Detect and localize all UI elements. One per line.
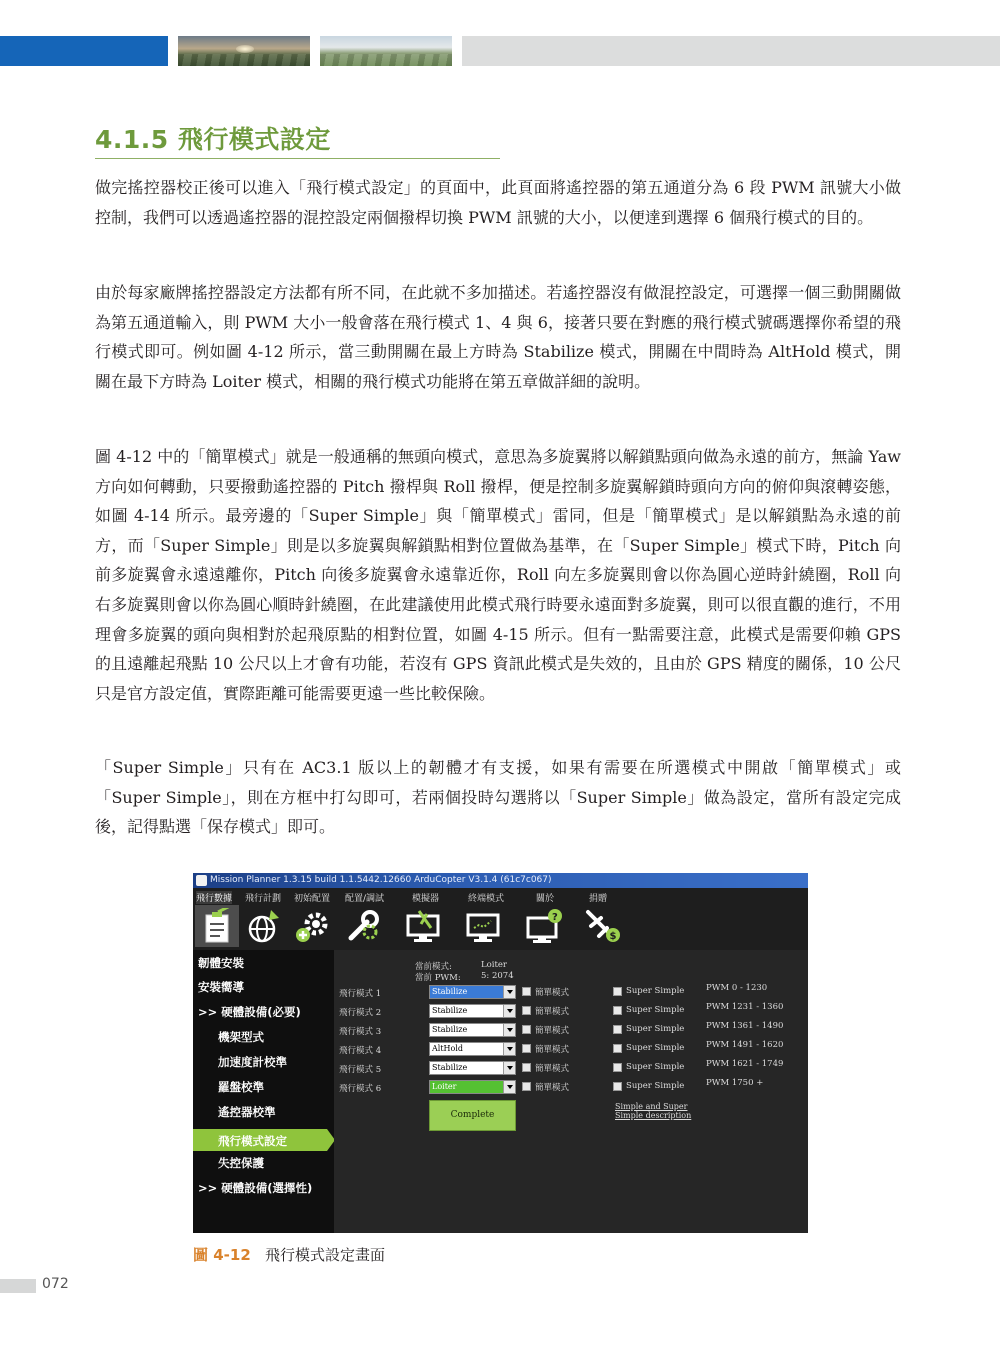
simple-mode-1-checkbox[interactable] [522, 987, 531, 996]
super-simple-6-label: Super Simple [626, 1081, 685, 1091]
menu-flight-plan[interactable]: 飛行計劃 [245, 894, 282, 904]
chevron-down-icon[interactable] [503, 1062, 515, 1074]
flight-mode-2-select[interactable] [429, 1004, 516, 1018]
pwm-range-5: PWM 1621 - 1749 [706, 1059, 784, 1069]
super-simple-4-label: Super Simple [626, 1043, 685, 1053]
monitor-help-icon[interactable] [526, 908, 564, 944]
simple-mode-6-label: 簡單模式 [535, 1083, 570, 1093]
simple-mode-2-checkbox[interactable] [522, 1006, 531, 1015]
super-simple-5-label: Super Simple [626, 1062, 685, 1072]
flight-mode-6-label: 飛行模式 6 [339, 1084, 382, 1094]
super-simple-1-checkbox[interactable] [613, 987, 622, 996]
menu-simulation[interactable]: 模擬器 [412, 894, 440, 904]
chevron-down-icon[interactable] [503, 1043, 515, 1055]
menu-terminal[interactable]: 終端模式 [468, 894, 505, 904]
super-simple-1-label: Super Simple [626, 986, 685, 996]
section-title: 4.1.5 飛行模式設定 [95, 125, 331, 154]
header-blue-block [0, 36, 168, 66]
simple-mode-6-checkbox[interactable] [522, 1082, 531, 1091]
menu-flight-data[interactable]: 飛行數據 [196, 891, 232, 904]
header-photo-sunset-fields [178, 36, 310, 66]
flight-mode-3-value: Stabilize [432, 1025, 468, 1034]
sidebar-item-optional-hardware[interactable]: >> 硬體設備(選擇性) [198, 1181, 313, 1195]
flight-mode-4-label: 飛行模式 4 [339, 1046, 382, 1056]
simple-mode-3-checkbox[interactable] [522, 1025, 531, 1034]
pwm-range-2: PWM 1231 - 1360 [706, 1002, 784, 1012]
wrench-icon[interactable] [345, 908, 383, 944]
header-photo-green-fields [320, 36, 452, 66]
simple-mode-2-label: 簡單模式 [535, 1007, 570, 1017]
sidebar-item-radio-calibration[interactable]: 遙控器校準 [218, 1105, 276, 1119]
paragraph-4: 「Super Simple」只有在 AC3.1 版以上的韌體才有支援，如果有需要在所選模式中開啟「簡單模式」或「Super Simple」，則在方框中打勾即可，若兩個投時勾選將以「Super Simple」做為設定，當所有設定完成後，記得點選「保存模式」即可。 [95, 758, 901, 837]
current-mode-label: 當前模式: [415, 962, 452, 972]
sidebar-item-mandatory-hardware[interactable]: >> 硬體設備(必要) [198, 1005, 301, 1019]
simple-mode-1-label: 簡單模式 [535, 988, 570, 998]
pwm-range-3: PWM 1361 - 1490 [706, 1021, 784, 1031]
sidebar-item-wizard[interactable]: 安裝嚮導 [198, 980, 244, 994]
complete-button[interactable]: Complete [429, 1100, 516, 1131]
menu-help[interactable]: 關於 [536, 894, 555, 904]
current-mode-value: Loiter [481, 960, 507, 970]
figure-caption: 飛行模式設定畫面 [265, 1246, 386, 1264]
chevron-down-icon[interactable] [503, 1005, 515, 1017]
current-pwm-label: 當前 PWM: [415, 973, 461, 983]
flight-mode-6-select[interactable] [429, 1080, 516, 1094]
menu-donate[interactable]: 捐贈 [589, 894, 608, 904]
pwm-range-6: PWM 1750 + [706, 1078, 764, 1088]
globe-icon[interactable] [245, 908, 283, 944]
pwm-range-1: PWM 0 - 1230 [706, 983, 768, 993]
flight-mode-6-value: Loiter [432, 1082, 457, 1091]
sidebar-item-firmware[interactable]: 韌體安裝 [198, 956, 244, 970]
page-number: 072 [42, 1276, 69, 1292]
window-titlebar [193, 873, 808, 888]
sidebar-item-failsafe[interactable]: 失控保護 [218, 1156, 264, 1170]
app-icon [196, 875, 207, 886]
menu-bar [193, 888, 808, 950]
flight-mode-1-label: 飛行模式 1 [339, 989, 382, 999]
plane-dollar-icon[interactable] [585, 908, 623, 944]
clipboard-icon[interactable] [198, 908, 236, 944]
flight-mode-5-select[interactable] [429, 1061, 516, 1075]
flight-mode-2-label: 飛行模式 2 [339, 1008, 382, 1018]
mission-planner-screenshot [193, 873, 808, 1233]
flight-mode-2-value: Stabilize [432, 1006, 468, 1015]
simple-mode-5-label: 簡單模式 [535, 1064, 570, 1074]
svg-text:$: $ [609, 931, 617, 942]
flight-mode-5-value: Stabilize [432, 1063, 468, 1072]
super-simple-2-checkbox[interactable] [613, 1006, 622, 1015]
sidebar-item-accel-calibration[interactable]: 加速度計校準 [218, 1055, 287, 1069]
monitor-terminal-icon[interactable] [465, 908, 503, 944]
pwm-range-4: PWM 1491 - 1620 [706, 1040, 784, 1050]
super-simple-6-checkbox[interactable] [613, 1082, 622, 1091]
current-pwm-value: 5: 2074 [481, 971, 514, 981]
chevron-down-icon[interactable] [503, 986, 515, 998]
menu-config-tuning[interactable]: 配置/調試 [345, 894, 385, 904]
super-simple-3-checkbox[interactable] [613, 1025, 622, 1034]
paragraph-3: 圖 4-12 中的「簡單模式」就是一般通稱的無頭向模式，意思為多旋翼將以解鎖點頭向做為永遠的前方，無論 Yaw 方向如何轉動，只要撥動遙控器的 Pitch 撥桿與 Roll 撥桿，便是控制多旋翼解鎖時頭向方向的俯仰與滾轉姿態，如圖 4-14 所示。最旁邊的「Super Simple」與「簡單模式」雷同，但是「簡單模式」是以解鎖點為永遠的前方，而「Super Simple」則是以多旋翼與解鎖點相對位置做為基準，在「Super Simple」模式下時，Pitch 向前多旋翼會永遠遠離你，Pitch 向後多旋翼會永遠靠近你，Roll 向左多旋翼則會以你為圓心逆時針繞圈，Roll 向右多旋翼則會以你為圓心順時針繞圈，在此建議使用此模式飛行時要永遠面對多旋翼，則可以很直觀的進行，不用理會多旋翼的頭向與相對於起飛原點的相對位置，如圖 4-15 所示。但有一點需要注意，此模式是需要仰賴 GPS 的且遠離起飛點 10 公尺以上才會有功能，若沒有 GPS 資訊此模式是失效的，且由於 GPS 精度的關係，10 公尺只是官方設定值，實際距離可能需要更遠一些比較保險。 [95, 447, 901, 703]
paragraph-2: 由於每家廠牌搖控器設定方法都有所不同，在此就不多加描述。若遙控器沒有做混控設定，可選擇一個三動開關做為第五通道輸入，則 PWM 大小一般會落在飛行模式 1、4 與 6，接著只要在對應的飛行模式號碼選擇你希望的飛行模式即可。例如圖 4-12 所示，當三動開關在最上方時為 Stabilize 模式，開關在中間時為 AltHold 模式，開關在最下方時為 Loiter 模式，相關的飛行模式功能將在第五章做詳細的說明。 [95, 283, 901, 391]
figure-number: 圖 4-12 [193, 1246, 251, 1264]
super-simple-2-label: Super Simple [626, 1005, 685, 1015]
page-number-bar [0, 1279, 36, 1293]
super-simple-5-checkbox[interactable] [613, 1063, 622, 1072]
flight-mode-5-label: 飛行模式 5 [339, 1065, 382, 1075]
flight-modes-panel [334, 950, 808, 1233]
chevron-down-icon[interactable] [503, 1081, 515, 1093]
flight-mode-4-select[interactable] [429, 1042, 516, 1056]
flight-mode-1-value: Stabilize [432, 987, 468, 996]
monitor-plane-icon[interactable] [405, 908, 443, 944]
header-grey-bar [462, 36, 1000, 66]
super-simple-4-checkbox[interactable] [613, 1044, 622, 1053]
window-title: Mission Planner 1.3.15 build 1.1.5442.12660 ArduCopter V3.1.4 (61c7c067) [210, 875, 552, 885]
chevron-down-icon[interactable] [503, 1024, 515, 1036]
paragraph-1: 做完搖控器校正後可以進入「飛行模式設定」的頁面中，此頁面將遙控器的第五通道分為 6 段 PWM 訊號大小做控制，我們可以透過遙控器的混控設定兩個撥桿切換 PWM 訊號的大小，以便達到選擇 6 個飛行模式的目的。 [95, 178, 901, 227]
title-underline [95, 158, 500, 159]
simple-mode-4-label: 簡單模式 [535, 1045, 570, 1055]
svg-text:?: ? [552, 912, 558, 923]
flight-mode-3-label: 飛行模式 3 [339, 1027, 382, 1037]
simple-description-link[interactable]: Simple and Super Simple description [615, 1102, 692, 1120]
sidebar-item-flight-modes[interactable]: 飛行模式設定 [218, 1134, 287, 1148]
flight-mode-4-value: AltHold [432, 1044, 464, 1053]
sidebar-item-frame-type[interactable]: 機架型式 [218, 1030, 264, 1044]
flight-mode-1-select[interactable] [429, 985, 516, 999]
super-simple-3-label: Super Simple [626, 1024, 685, 1034]
sidebar-item-compass-calibration[interactable]: 羅盤校準 [218, 1080, 264, 1094]
simple-mode-3-label: 簡單模式 [535, 1026, 570, 1036]
gear-plus-icon[interactable] [294, 908, 332, 944]
menu-initial-setup[interactable]: 初始配置 [294, 894, 331, 904]
simple-mode-4-checkbox[interactable] [522, 1044, 531, 1053]
flight-mode-3-select[interactable] [429, 1023, 516, 1037]
simple-mode-5-checkbox[interactable] [522, 1063, 531, 1072]
config-sidebar [193, 950, 334, 1233]
